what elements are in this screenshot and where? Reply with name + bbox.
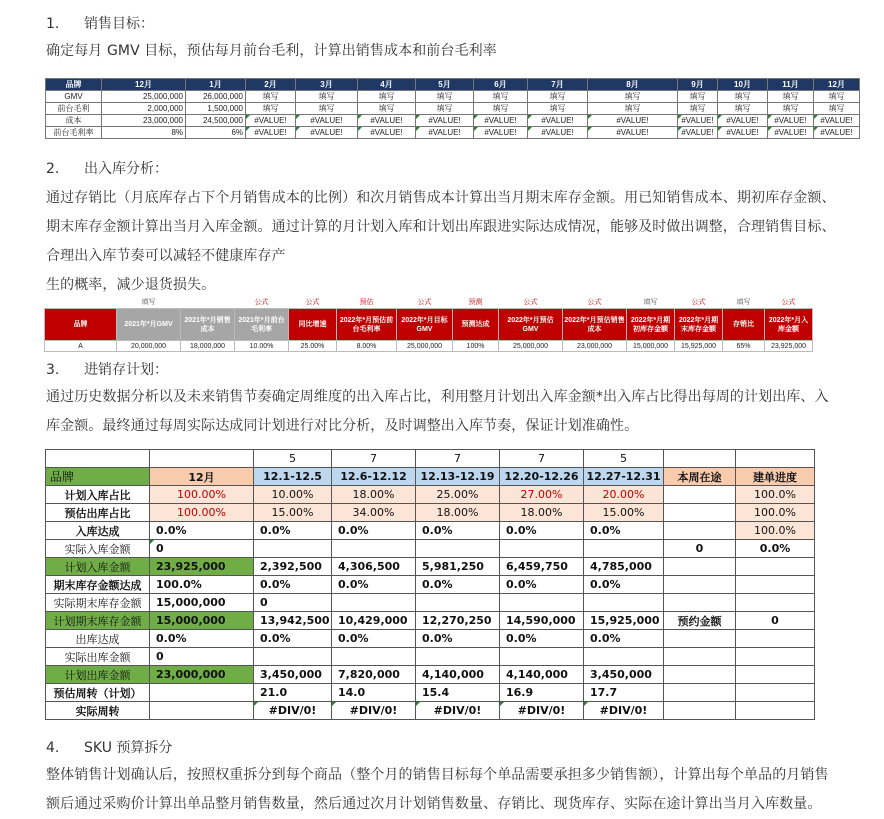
table-cell: 15.4 bbox=[416, 684, 500, 702]
table-header-row bbox=[45, 309, 813, 341]
table-cell bbox=[736, 702, 815, 720]
table-cell: 100% bbox=[453, 341, 499, 352]
table-cell bbox=[664, 522, 736, 540]
table-cell: 4,785,000 bbox=[584, 558, 664, 576]
table-cell: 0.0% bbox=[332, 630, 416, 648]
column-header: 2022年*月期初库存金额 bbox=[627, 309, 675, 341]
column-header: 11月 bbox=[768, 79, 814, 91]
table-cell: 25,000,000 bbox=[102, 91, 186, 103]
table-cell: 27.00% bbox=[500, 486, 584, 504]
section-2-heading bbox=[46, 158, 168, 178]
table-cell bbox=[664, 702, 736, 720]
column-header: 12.20-12.26 bbox=[500, 468, 584, 486]
column-header: 12.1-12.5 bbox=[254, 468, 332, 486]
table-cell bbox=[664, 648, 736, 666]
row-label: 预估出库占比 bbox=[46, 504, 150, 522]
table-row bbox=[46, 630, 815, 648]
row-label: 实际出库金额 bbox=[46, 648, 150, 666]
table-cell bbox=[736, 594, 815, 612]
week-days-cell: 5 bbox=[254, 450, 332, 468]
column-header: 9月 bbox=[678, 79, 718, 91]
column-header: 12.13-12.19 bbox=[416, 468, 500, 486]
table-cell bbox=[584, 648, 664, 666]
table-cell: #VALUE! bbox=[528, 127, 588, 139]
table-cell: 填写 bbox=[768, 103, 814, 115]
table-cell: 0.0% bbox=[416, 630, 500, 648]
table-cell: 填写 bbox=[528, 103, 588, 115]
table-cell bbox=[500, 594, 584, 612]
table-cell: 23,925,000 bbox=[765, 341, 813, 352]
table-row bbox=[46, 540, 815, 558]
table-cell: 25,000,000 bbox=[499, 341, 563, 352]
table-cell: 2,392,500 bbox=[254, 558, 332, 576]
table-cell: 12,270,250 bbox=[416, 612, 500, 630]
table-header-row bbox=[46, 79, 860, 91]
formula-hint: 公式 bbox=[587, 299, 602, 306]
formula-hint: 填写 bbox=[643, 299, 658, 306]
table-cell: #VALUE! bbox=[416, 127, 474, 139]
table-cell: 填写 bbox=[416, 103, 474, 115]
table-cell bbox=[736, 576, 815, 594]
column-header: 2022年*月入库金额 bbox=[765, 309, 813, 341]
table-cell: 填写 bbox=[474, 91, 528, 103]
table-cell: #VALUE! bbox=[678, 127, 718, 139]
table-cell: 20,000,000 bbox=[117, 341, 181, 352]
table-row bbox=[46, 504, 815, 522]
table-cell: 0 bbox=[254, 594, 332, 612]
week-days-cell bbox=[736, 450, 815, 468]
section-2-title: 出入库分析： bbox=[84, 161, 168, 177]
table-cell: 21.0 bbox=[254, 684, 332, 702]
table-cell: #VALUE! bbox=[528, 115, 588, 127]
column-header: 2021年*月销售成本 bbox=[181, 309, 235, 341]
section-1-heading bbox=[46, 13, 154, 33]
table-cell bbox=[664, 594, 736, 612]
formula-hint: 公式 bbox=[781, 299, 796, 306]
table-cell: 8.00% bbox=[337, 341, 397, 352]
table-cell bbox=[736, 684, 815, 702]
week-days-cell bbox=[150, 450, 254, 468]
table-cell: A bbox=[45, 341, 117, 352]
section-1-desc: 确定每月 GMV 目标，预估每月前台毛利，计算出销售成本和前台毛利率 bbox=[46, 43, 497, 59]
table-cell bbox=[736, 558, 815, 576]
column-header: 5月 bbox=[416, 79, 474, 91]
row-label: 计划入库金额 bbox=[46, 558, 150, 576]
table-cell: 10,429,000 bbox=[332, 612, 416, 630]
table-cell: 13,942,500 bbox=[254, 612, 332, 630]
table-cell bbox=[332, 594, 416, 612]
week-days-cell bbox=[664, 450, 736, 468]
table-row bbox=[46, 594, 815, 612]
table-row bbox=[45, 341, 813, 352]
table-cell: 18.00% bbox=[416, 504, 500, 522]
table-cell: 填写 bbox=[246, 103, 296, 115]
section-4-line-1: 整体销售计划确认后，按照权重拆分到每个商品（整个月的销售目标每个单品需要承担多少销售额），计算出每个单品的月销售 bbox=[46, 767, 829, 783]
section-2-line-1: 通过存销比（月底库存占下个月销售成本的比例）和次月销售成本计算出当月期末库存金额。用已知销售成本、期初库存金额、 bbox=[46, 190, 836, 206]
table-cell: 100.0% bbox=[736, 504, 815, 522]
row-label: 前台毛利率 bbox=[46, 127, 102, 139]
table-cell: 填写 bbox=[718, 91, 768, 103]
table-cell: #VALUE! bbox=[588, 115, 678, 127]
table-cell: 0.0% bbox=[150, 522, 254, 540]
table-cell bbox=[664, 576, 736, 594]
table-cell: 25.00% bbox=[416, 486, 500, 504]
table-cell bbox=[150, 702, 254, 720]
column-header: 12月 bbox=[102, 79, 186, 91]
table-cell: 0.0% bbox=[500, 576, 584, 594]
table-cell: 0 bbox=[150, 540, 254, 558]
table-row bbox=[46, 684, 815, 702]
table-cell: 8% bbox=[102, 127, 186, 139]
section-2-number: 2. bbox=[46, 161, 60, 177]
table-cell: 0.0% bbox=[254, 522, 332, 540]
table-row bbox=[46, 103, 860, 115]
table-cell: 1,500,000 bbox=[186, 103, 246, 115]
table-cell: 23,000,000 bbox=[102, 115, 186, 127]
table-cell: 34.00% bbox=[332, 504, 416, 522]
week-days-cell: 7 bbox=[332, 450, 416, 468]
section-2-desc bbox=[46, 184, 876, 300]
row-label: 期末库存金额达成 bbox=[46, 576, 150, 594]
table-row bbox=[46, 127, 860, 139]
table-cell: 10.00% bbox=[235, 341, 289, 352]
table-cell: #VALUE! bbox=[358, 127, 416, 139]
section-1-number: 1. bbox=[46, 16, 60, 32]
table-cell: 0 bbox=[150, 648, 254, 666]
week-days-row bbox=[46, 450, 815, 468]
table-cell: 16.9 bbox=[500, 684, 584, 702]
table-cell: 填写 bbox=[678, 91, 718, 103]
column-header: 预测达成 bbox=[453, 309, 499, 341]
table-cell: 0.0% bbox=[736, 540, 815, 558]
column-header: 12月 bbox=[814, 79, 860, 91]
table-row bbox=[46, 91, 860, 103]
column-header: 品牌 bbox=[46, 79, 102, 91]
table-cell: 0.0% bbox=[584, 576, 664, 594]
column-header: 建单进度 bbox=[736, 468, 815, 486]
table-cell bbox=[416, 648, 500, 666]
table-cell: 23,000,000 bbox=[563, 341, 627, 352]
table-cell: 7,820,000 bbox=[332, 666, 416, 684]
column-header: 8月 bbox=[588, 79, 678, 91]
formula-hint: 公式 bbox=[254, 299, 269, 306]
table-cell: 17.7 bbox=[584, 684, 664, 702]
formula-hint: 公式 bbox=[305, 299, 320, 306]
row-label: 实际期末库存金额 bbox=[46, 594, 150, 612]
table-cell: #VALUE! bbox=[768, 115, 814, 127]
section-3-line-2: 库金额。最终通过每周实际达成同计划进行对比分析，及时调整出入库节奏，保证计划准确性。 bbox=[46, 418, 639, 434]
table-cell: 0.0% bbox=[416, 522, 500, 540]
row-label: GMV bbox=[46, 91, 102, 103]
table-cell bbox=[332, 540, 416, 558]
table-cell: 填写 bbox=[246, 91, 296, 103]
row-label: 实际入库金额 bbox=[46, 540, 150, 558]
column-header: 本周在途 bbox=[664, 468, 736, 486]
week-days-cell: 7 bbox=[416, 450, 500, 468]
column-header: 品牌 bbox=[45, 309, 117, 341]
table-cell: 0 bbox=[664, 540, 736, 558]
section-2-line-2: 期末库存金额计算出当月入库金额。通过计算的月计划入库和计划出库跟进实际达成情况，能够及时做出调整，合理销售目标、 bbox=[46, 219, 836, 235]
table-row bbox=[46, 486, 815, 504]
table-cell bbox=[736, 630, 815, 648]
table-cell: 填写 bbox=[678, 103, 718, 115]
table-cell: 填写 bbox=[296, 103, 358, 115]
table-cell: #VALUE! bbox=[768, 127, 814, 139]
table-cell: 填写 bbox=[416, 91, 474, 103]
table-cell: #VALUE! bbox=[474, 127, 528, 139]
table-cell: 100.0% bbox=[736, 486, 815, 504]
table-cell bbox=[254, 648, 332, 666]
formula-hint: 填写 bbox=[141, 299, 156, 306]
formula-hint bbox=[45, 297, 117, 309]
table-cell: 18.00% bbox=[332, 486, 416, 504]
table-cell bbox=[664, 666, 736, 684]
table-cell bbox=[584, 594, 664, 612]
table-cell: 0 bbox=[736, 612, 815, 630]
section-3-number: 3. bbox=[46, 362, 60, 378]
column-header: 12月 bbox=[150, 468, 254, 486]
table-row bbox=[46, 115, 860, 127]
formula-hint-row bbox=[45, 297, 813, 309]
table-row bbox=[46, 522, 815, 540]
table-cell: 预约金额 bbox=[664, 612, 736, 630]
table-cell: 填写 bbox=[814, 103, 860, 115]
section-3-desc bbox=[46, 383, 876, 441]
column-header: 1月 bbox=[186, 79, 246, 91]
column-header: 同比增速 bbox=[289, 309, 337, 341]
table-cell: 23,000,000 bbox=[150, 666, 254, 684]
column-header: 2022年*月预估GMV bbox=[499, 309, 563, 341]
table-cell: 0.0% bbox=[584, 630, 664, 648]
column-header: 存销比 bbox=[723, 309, 765, 341]
table-row bbox=[46, 666, 815, 684]
table-cell: 14,590,000 bbox=[500, 612, 584, 630]
table-cell: 0.0% bbox=[332, 522, 416, 540]
row-label: 出库达成 bbox=[46, 630, 150, 648]
table-cell: #VALUE! bbox=[358, 115, 416, 127]
section-4-line-2: 额后通过采购价计算出单品整月销售数量，然后通过次月计划销售数量、存销比、现货库存、实际在途计算出当月入库数量。 bbox=[46, 796, 822, 812]
table-cell: 0.0% bbox=[254, 576, 332, 594]
row-label: 成本 bbox=[46, 115, 102, 127]
table-cell: 15.00% bbox=[254, 504, 332, 522]
table-cell: #DIV/0! bbox=[584, 702, 664, 720]
table-row bbox=[46, 558, 815, 576]
table-cell: 18.00% bbox=[500, 504, 584, 522]
table-cell: 15,000,000 bbox=[150, 594, 254, 612]
table-cell bbox=[664, 558, 736, 576]
table-row bbox=[46, 576, 815, 594]
table-cell: 15,925,000 bbox=[584, 612, 664, 630]
row-label: 实际周转 bbox=[46, 702, 150, 720]
table-cell bbox=[736, 648, 815, 666]
table-cell bbox=[664, 630, 736, 648]
table-cell: 25.00% bbox=[289, 341, 337, 352]
formula-hint: 公式 bbox=[417, 299, 432, 306]
row-label: 前台毛利 bbox=[46, 103, 102, 115]
table-cell: 填写 bbox=[528, 91, 588, 103]
table-cell: 15,000,000 bbox=[150, 612, 254, 630]
table-cell: 3,450,000 bbox=[584, 666, 664, 684]
table-cell bbox=[664, 486, 736, 504]
table-cell: 0.0% bbox=[500, 522, 584, 540]
table-cell: 15,925,000 bbox=[675, 341, 723, 352]
row-label: 预估周转（计划） bbox=[46, 684, 150, 702]
table-cell: #VALUE! bbox=[246, 115, 296, 127]
table-cell: #DIV/0! bbox=[254, 702, 332, 720]
row-label: 计划期末库存金额 bbox=[46, 612, 150, 630]
table-cell: 6,459,750 bbox=[500, 558, 584, 576]
column-header: 12.6-12.12 bbox=[332, 468, 416, 486]
table-cell: 4,306,500 bbox=[332, 558, 416, 576]
table-cell bbox=[332, 648, 416, 666]
table-cell: #VALUE! bbox=[246, 127, 296, 139]
week-days-cell bbox=[46, 450, 150, 468]
table-cell: 3,450,000 bbox=[254, 666, 332, 684]
column-header: 2021年*月GMV bbox=[117, 309, 181, 341]
table-cell bbox=[664, 684, 736, 702]
formula-hint: 预测 bbox=[468, 299, 483, 306]
table-cell: 23,925,000 bbox=[150, 558, 254, 576]
table-cell: 65% bbox=[723, 341, 765, 352]
table-cell: #VALUE! bbox=[296, 127, 358, 139]
table-row bbox=[46, 612, 815, 630]
column-header: 7月 bbox=[528, 79, 588, 91]
table-cell: #VALUE! bbox=[814, 115, 860, 127]
row-label: 计划出库金额 bbox=[46, 666, 150, 684]
table-cell: 10.00% bbox=[254, 486, 332, 504]
table-cell: #VALUE! bbox=[814, 127, 860, 139]
table-cell: 100.0% bbox=[736, 522, 815, 540]
section-3-line-1: 通过历史数据分析以及未来销售节奏确定周维度的出入库占比，利用整月计划出入库金额*出入库占比得出每周的计划出库、入 bbox=[46, 389, 829, 405]
table-cell: #VALUE! bbox=[474, 115, 528, 127]
table-cell: #VALUE! bbox=[718, 115, 768, 127]
table-cell: 2,000,000 bbox=[102, 103, 186, 115]
formula-hint bbox=[181, 297, 235, 309]
column-header: 品牌 bbox=[46, 468, 150, 486]
table-cell: 0.0% bbox=[254, 630, 332, 648]
table-cell bbox=[500, 540, 584, 558]
table-cell: 填写 bbox=[768, 91, 814, 103]
column-header: 12.27-12.31 bbox=[584, 468, 664, 486]
column-header: 2021年*月前台毛利率 bbox=[235, 309, 289, 341]
inventory-analysis-table bbox=[44, 297, 813, 352]
week-days-cell: 5 bbox=[584, 450, 664, 468]
table-cell: #VALUE! bbox=[718, 127, 768, 139]
table-cell: 填写 bbox=[588, 103, 678, 115]
table-cell bbox=[416, 594, 500, 612]
section-4-heading bbox=[46, 737, 172, 757]
table-cell: 100.0% bbox=[150, 576, 254, 594]
column-header: 2022年*月预估销售成本 bbox=[563, 309, 627, 341]
column-header: 2022年*月期末库存金额 bbox=[675, 309, 723, 341]
table-cell: 4,140,000 bbox=[500, 666, 584, 684]
column-header: 10月 bbox=[718, 79, 768, 91]
table-cell: 0.0% bbox=[150, 630, 254, 648]
table-row bbox=[46, 648, 815, 666]
table-cell: 20.00% bbox=[584, 486, 664, 504]
column-header: 2022年*月目标GMV bbox=[397, 309, 453, 341]
table-cell: 填写 bbox=[474, 103, 528, 115]
column-header: 2月 bbox=[246, 79, 296, 91]
table-header-row bbox=[46, 468, 815, 486]
table-cell: 15.00% bbox=[584, 504, 664, 522]
table-cell: #VALUE! bbox=[588, 127, 678, 139]
table-cell: 填写 bbox=[358, 103, 416, 115]
table-cell: 14.0 bbox=[332, 684, 416, 702]
table-row bbox=[46, 702, 815, 720]
table-cell bbox=[254, 540, 332, 558]
table-cell: #DIV/0! bbox=[500, 702, 584, 720]
table-cell bbox=[736, 666, 815, 684]
table-cell bbox=[150, 684, 254, 702]
table-cell: 5,981,250 bbox=[416, 558, 500, 576]
section-3-title: 进销存计划： bbox=[84, 362, 168, 378]
table-cell bbox=[500, 648, 584, 666]
table-cell: #DIV/0! bbox=[332, 702, 416, 720]
section-2-line-4: 生的概率，减少退货损失。 bbox=[46, 277, 216, 293]
table-cell: 4,140,000 bbox=[416, 666, 500, 684]
inventory-plan-table bbox=[45, 449, 815, 720]
table-cell bbox=[664, 504, 736, 522]
section-1-title: 销售目标： bbox=[84, 16, 154, 32]
table-cell: 0.0% bbox=[500, 630, 584, 648]
section-3-heading bbox=[46, 359, 168, 379]
table-cell: 26,000,000 bbox=[186, 91, 246, 103]
table-cell: 15,000,000 bbox=[627, 341, 675, 352]
table-cell: 填写 bbox=[718, 103, 768, 115]
table-cell: 填写 bbox=[358, 91, 416, 103]
table-cell: 18,000,000 bbox=[181, 341, 235, 352]
formula-hint: 公式 bbox=[691, 299, 706, 306]
section-4-desc bbox=[46, 761, 876, 819]
table-cell: #VALUE! bbox=[678, 115, 718, 127]
table-cell: 填写 bbox=[814, 91, 860, 103]
row-label: 计划入库占比 bbox=[46, 486, 150, 504]
gmv-target-table bbox=[45, 78, 860, 139]
table-cell: 24,500,000 bbox=[186, 115, 246, 127]
table-cell: #VALUE! bbox=[416, 115, 474, 127]
table-cell: 100.00% bbox=[150, 504, 254, 522]
week-days-cell: 7 bbox=[500, 450, 584, 468]
column-header: 3月 bbox=[296, 79, 358, 91]
column-header: 6月 bbox=[474, 79, 528, 91]
table-cell bbox=[416, 540, 500, 558]
formula-hint: 公式 bbox=[523, 299, 538, 306]
section-4-title: SKU 预算拆分 bbox=[84, 740, 173, 756]
table-cell bbox=[584, 540, 664, 558]
table-cell: 6% bbox=[186, 127, 246, 139]
table-cell: 100.00% bbox=[150, 486, 254, 504]
column-header: 4月 bbox=[358, 79, 416, 91]
table-cell: 0.0% bbox=[416, 576, 500, 594]
formula-hint: 填写 bbox=[736, 299, 751, 306]
section-4-number: 4. bbox=[46, 740, 60, 756]
table-cell: 0.0% bbox=[584, 522, 664, 540]
table-cell: 填写 bbox=[296, 91, 358, 103]
column-header: 2022年*月预估前台毛利率 bbox=[337, 309, 397, 341]
table-cell: 25,000,000 bbox=[397, 341, 453, 352]
section-2-line-3: 合理出入库节奏可以减轻不健康库存产 bbox=[46, 248, 286, 264]
table-cell: 填写 bbox=[588, 91, 678, 103]
table-cell: #VALUE! bbox=[296, 115, 358, 127]
table-cell: 0.0% bbox=[332, 576, 416, 594]
formula-hint: 预估 bbox=[359, 299, 374, 306]
row-label: 入库达成 bbox=[46, 522, 150, 540]
table-cell: #DIV/0! bbox=[416, 702, 500, 720]
